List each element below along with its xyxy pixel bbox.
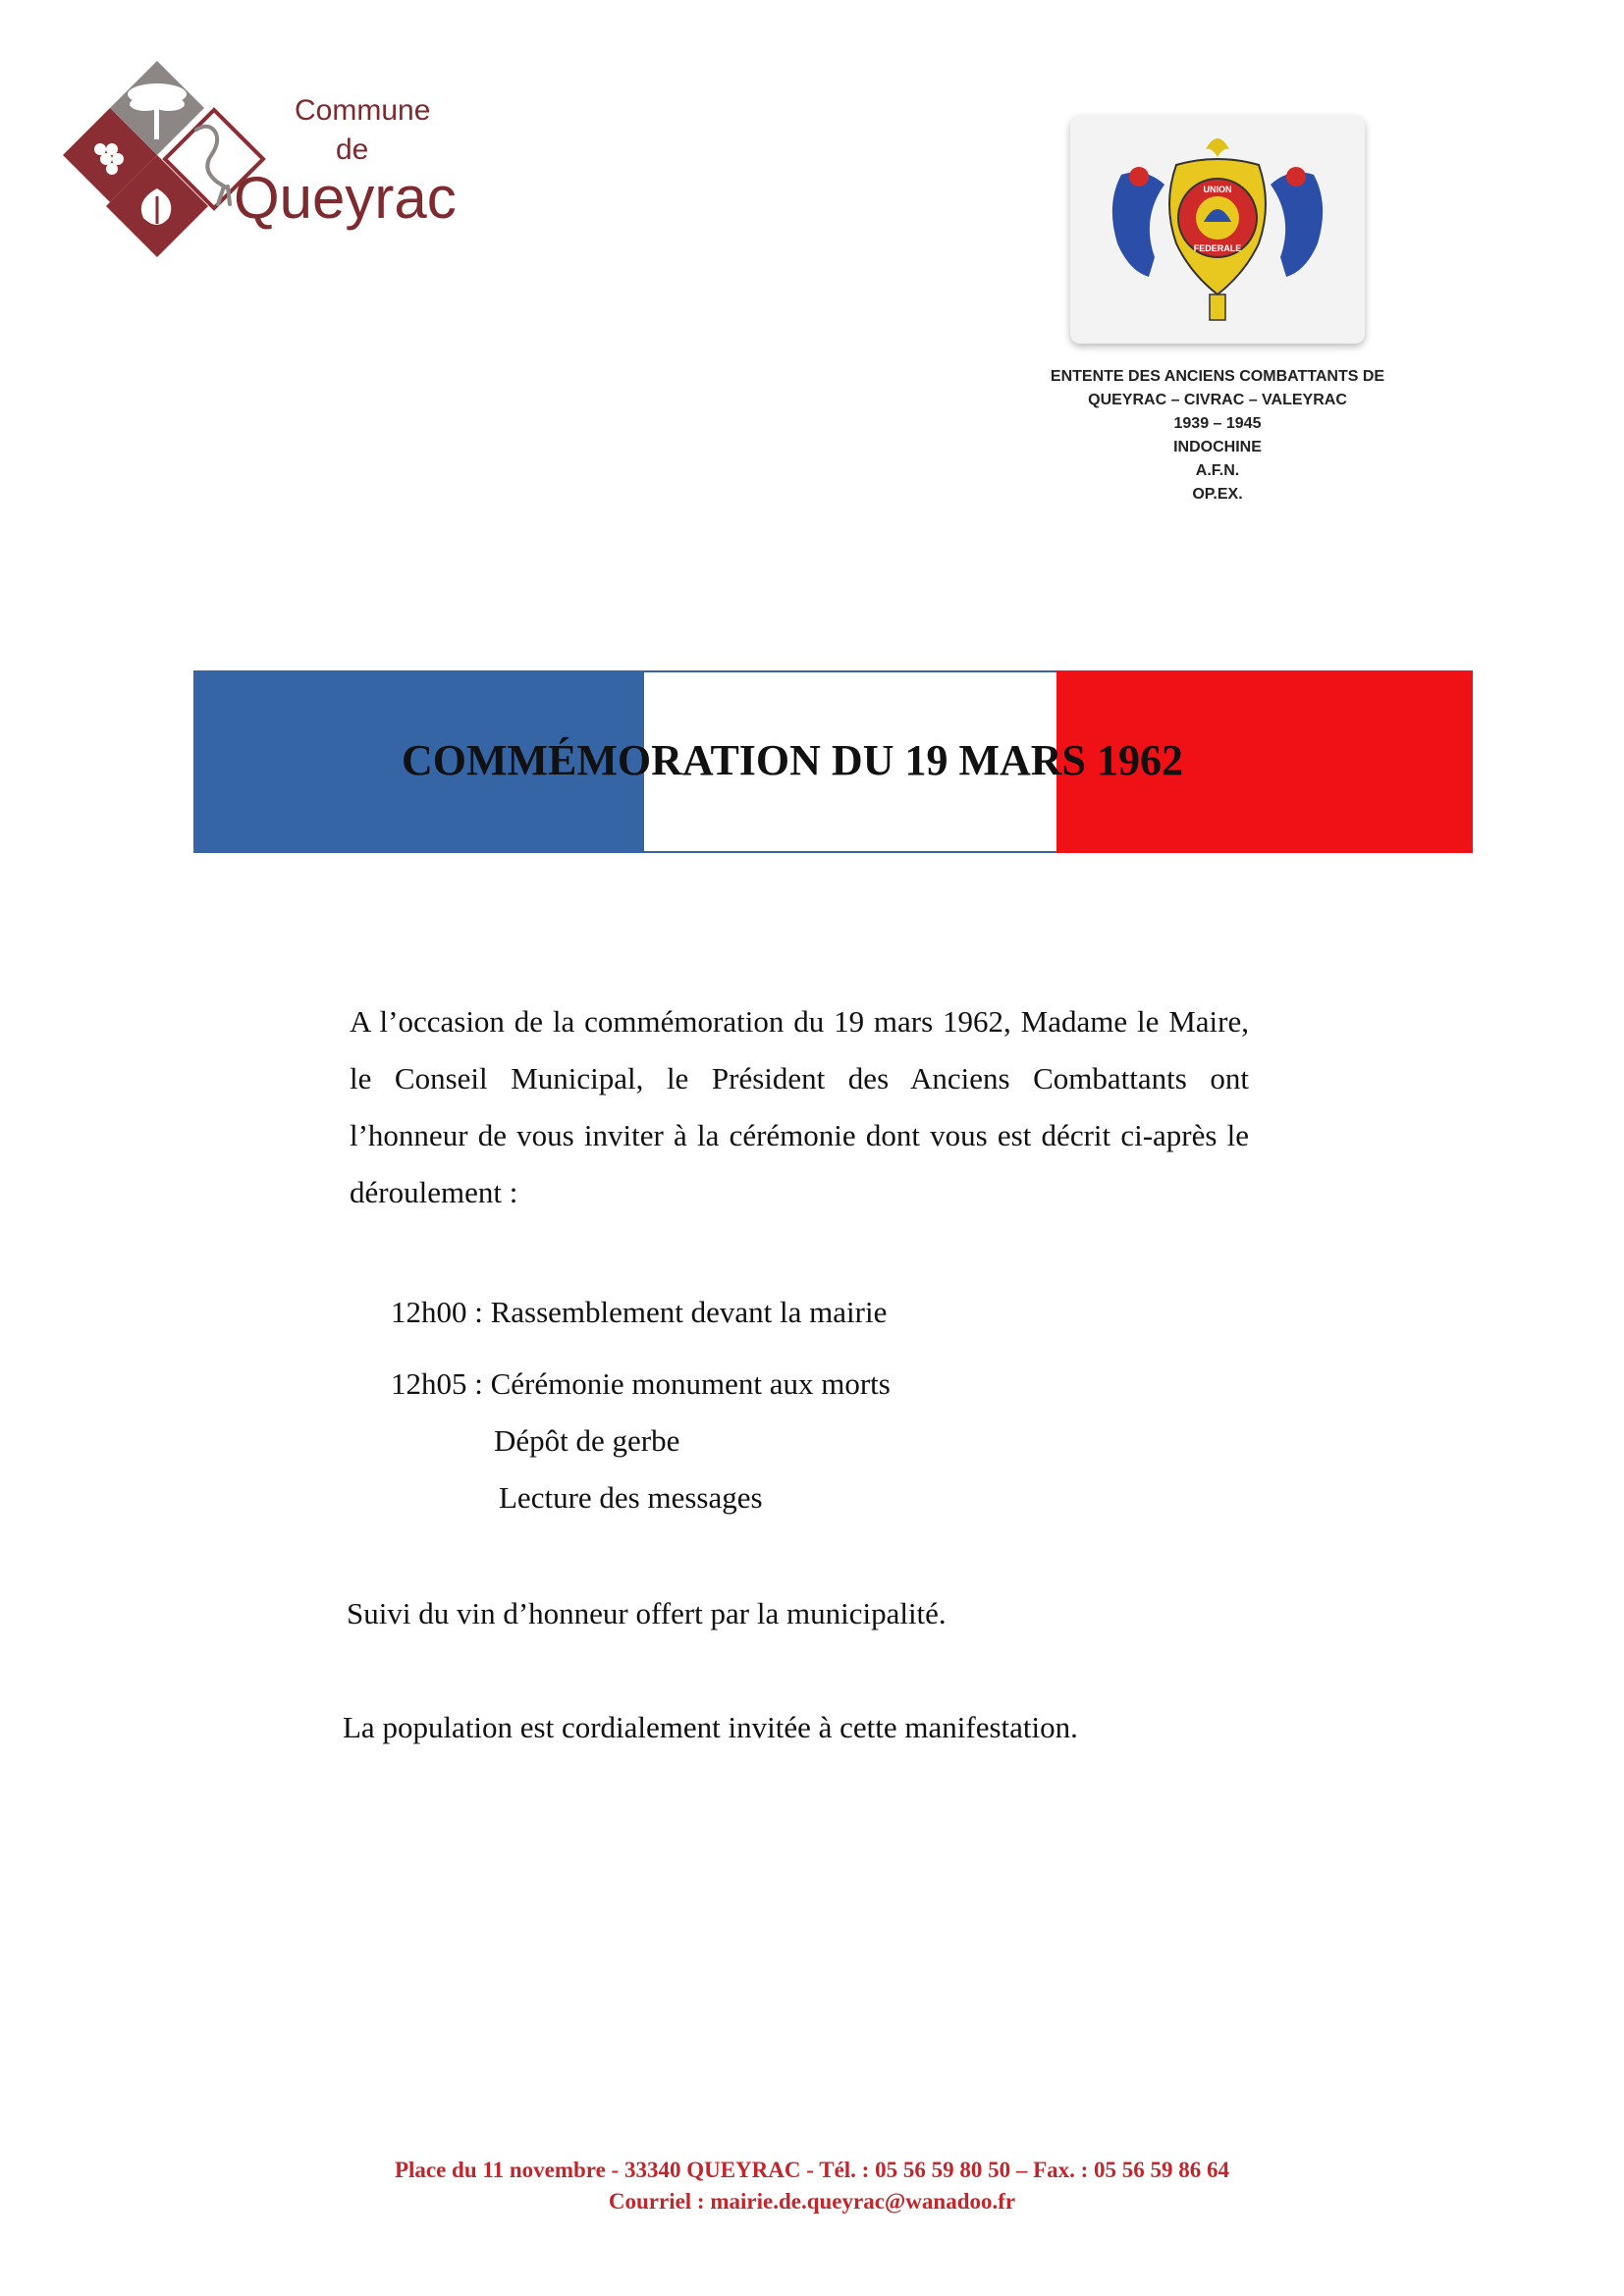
- entente-caption: [992, 365, 1443, 507]
- tricolour-banner: [193, 670, 1473, 853]
- commune-logo: [49, 49, 520, 285]
- entente-line: A.F.N.: [1195, 462, 1240, 479]
- footer: [0, 2155, 1624, 2217]
- union-federale-logo: [1070, 116, 1365, 344]
- commune-logo-line2: de: [336, 133, 369, 166]
- commune-emblem-icon: [49, 49, 520, 285]
- schedule-item: 12h00 : Rassemblement devant la mairie: [391, 1295, 888, 1329]
- schedule-item: 12h05 : Cérémonie monument aux morts: [391, 1366, 891, 1401]
- entente-line: QUEYRAC – CIVRAC – VALEYRAC: [1088, 392, 1347, 408]
- union-federale-emblem-icon: [1070, 116, 1365, 344]
- closing-line: La population est cordialement invitée à cette manifestation.: [343, 1710, 1078, 1744]
- closing-line: Suivi du vin d’honneur offert par la municipalité.: [347, 1596, 947, 1630]
- entente-line: OP.EX.: [1192, 486, 1243, 503]
- entente-line: INDOCHINE: [1173, 439, 1262, 455]
- footer-email[interactable]: Courriel : mairie.de.queyrac@wanadoo.fr: [608, 2189, 1016, 2214]
- commune-logo-line3: Queyrac: [234, 165, 457, 231]
- union-badge-text-bottom: FEDERALE: [1193, 243, 1242, 253]
- page-title: COMMÉMORATION DU 19 MARS 1962: [402, 736, 1184, 784]
- entente-line: 1939 – 1945: [1173, 415, 1262, 432]
- footer-address: Place du 11 novembre - 33340 QUEYRAC - Tél. : 05 56 59 80 50 – Fax. : 05 56 59 86 64: [394, 2158, 1230, 2182]
- intro-paragraph: A l’occasion de la commémoration du 19 mars 1962, Madame le Maire, le Conseil Municipal, le Président des Anciens Combattants ont l’honneur de vous inviter à la cérémonie dont vous est décrit ci-après le déroulement :: [350, 1004, 1249, 1209]
- entente-line: ENTENTE DES ANCIENS COMBATTANTS DE: [1050, 368, 1385, 385]
- schedule-item: Lecture des messages: [499, 1480, 763, 1515]
- commune-logo-line1: Commune: [295, 94, 431, 127]
- union-badge-text-top: UNION: [1203, 185, 1232, 194]
- schedule-item: Dépôt de gerbe: [494, 1423, 680, 1458]
